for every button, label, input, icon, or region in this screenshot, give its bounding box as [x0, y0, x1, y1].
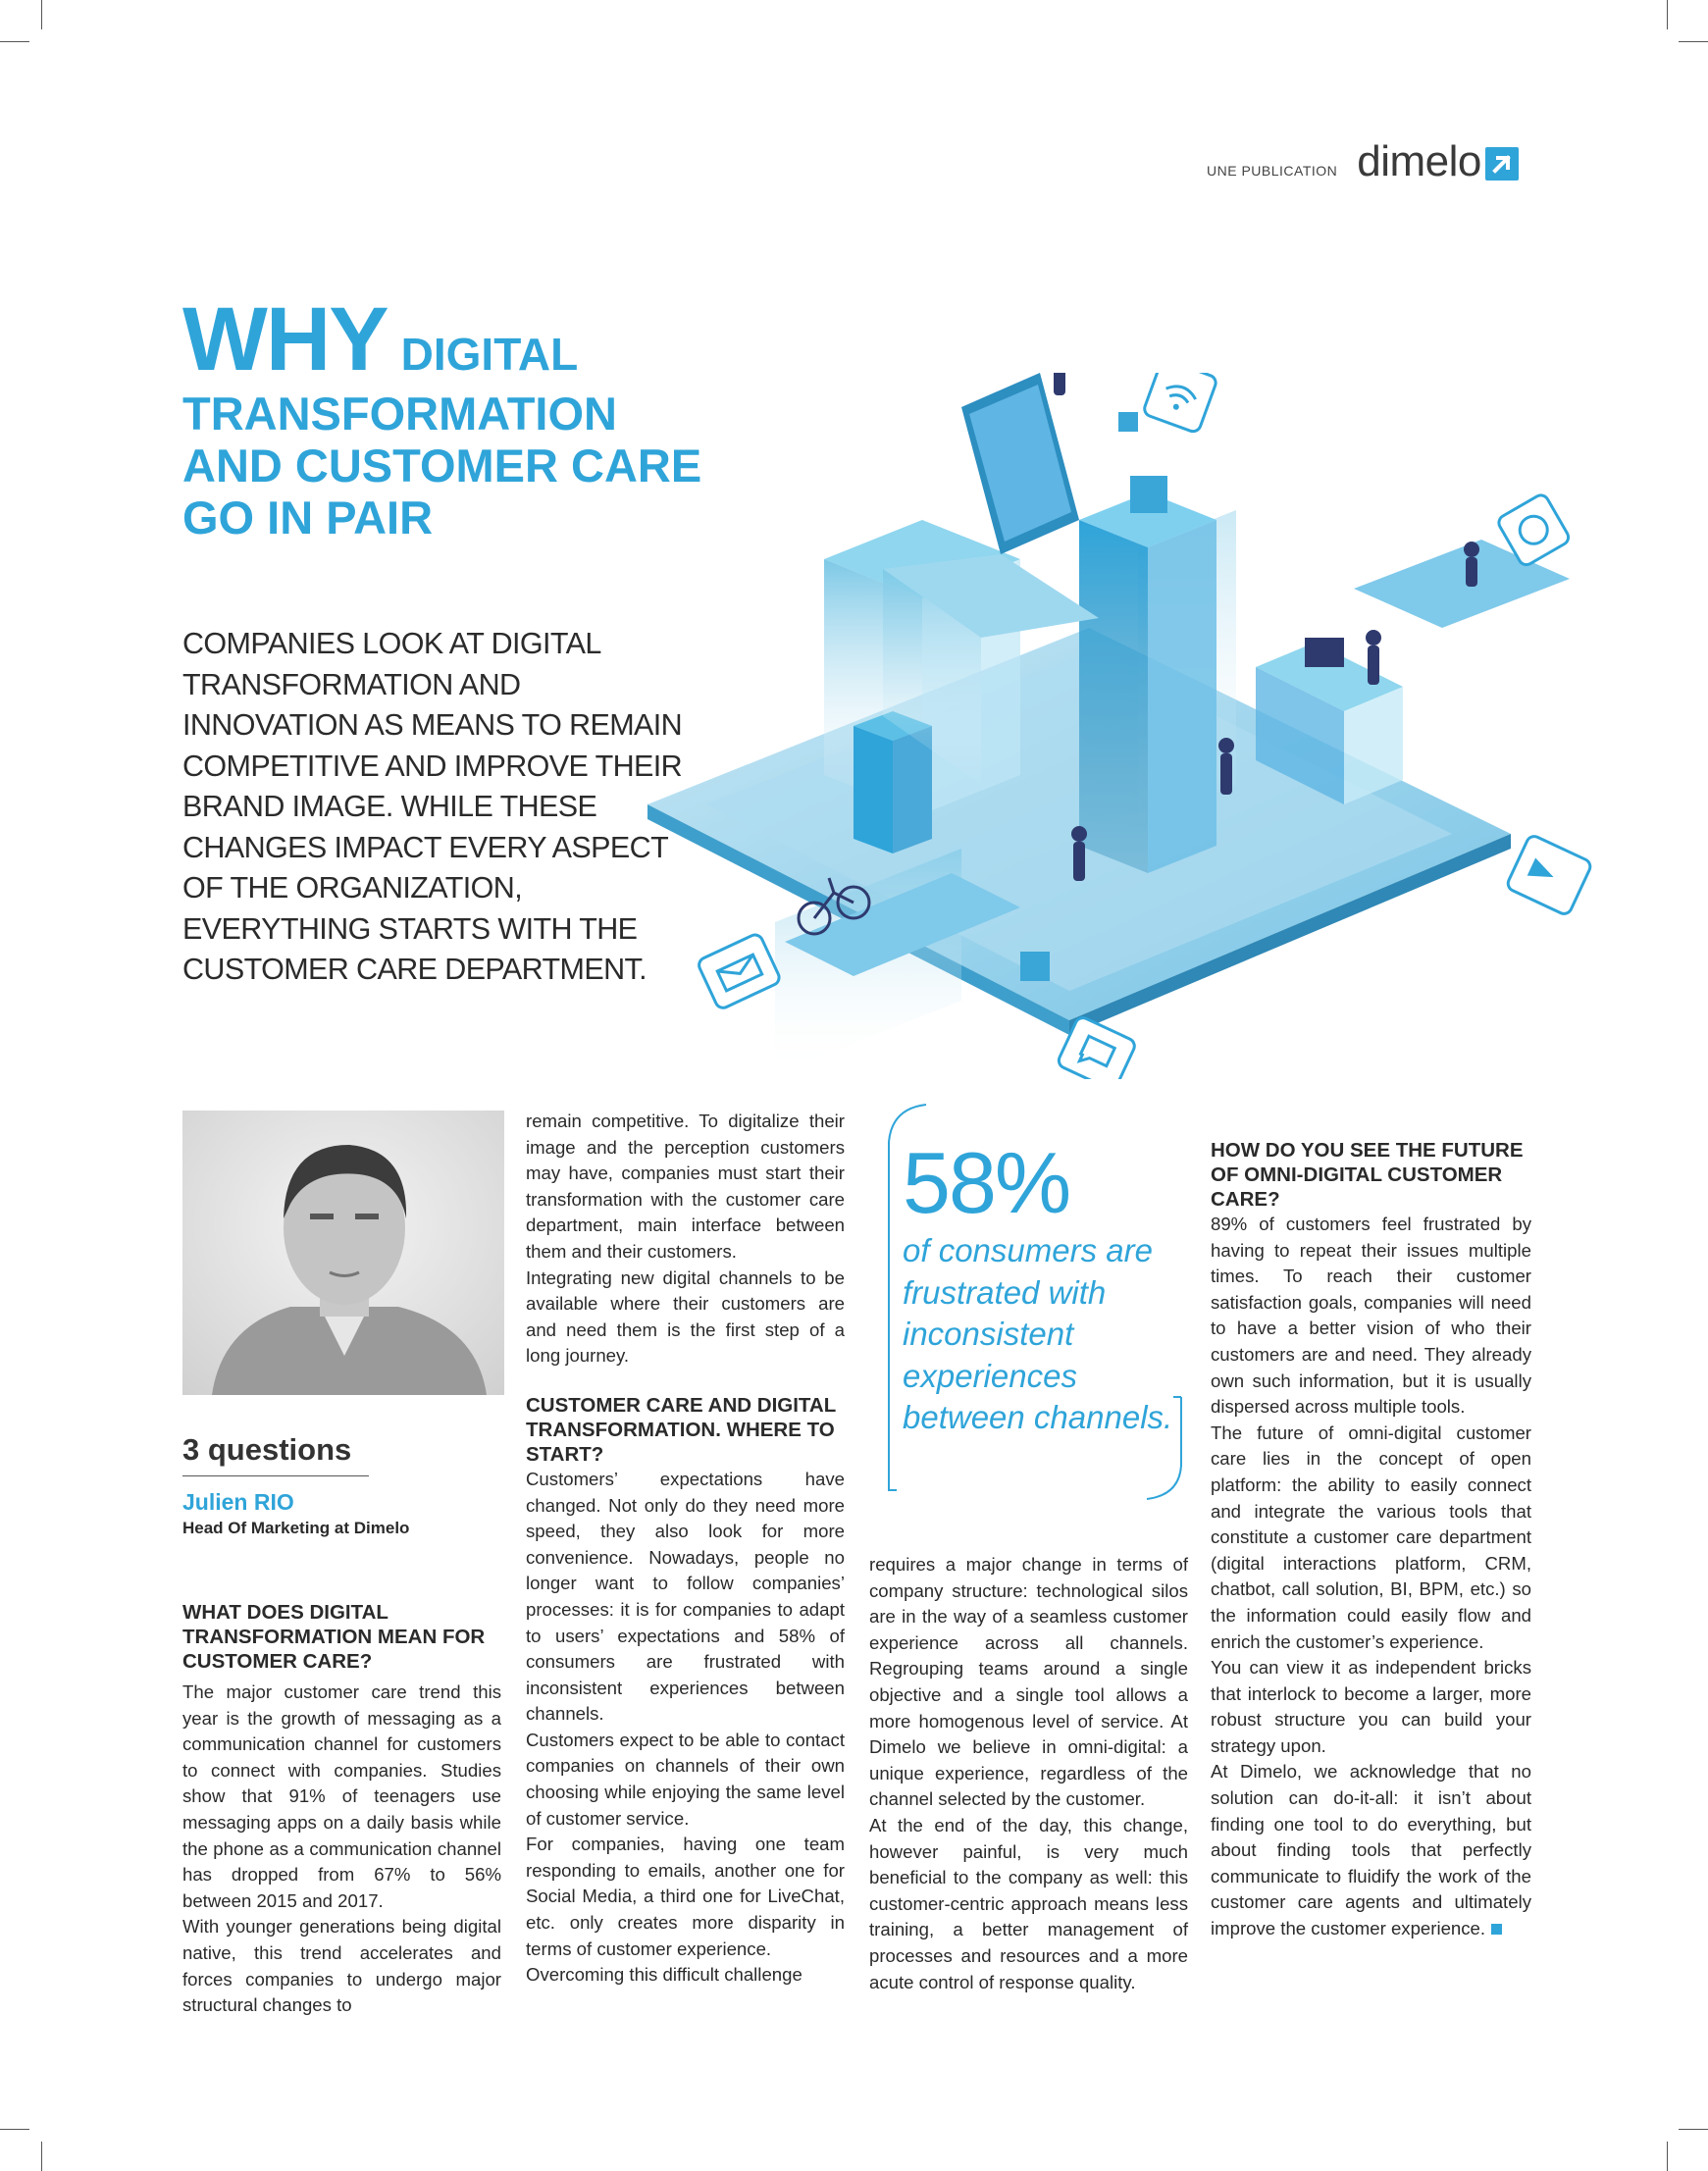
title-why: WHY [182, 289, 388, 389]
body-paragraph: The future of omni-digital customer care lies in the concept of open platform: the ability to easily connect and integrate the various tools that constitute a customer care department (digital interactions platform, CRM, chatbot, call solution, BI, BPM, etc.) so the information could easily flow and enrich the customer’s experience. [1211, 1421, 1531, 1652]
title-digital: DIGITAL [400, 329, 579, 380]
column-1 [182, 1600, 501, 2019]
body-paragraph: 89% of customers feel frustrated by having to repeat their issues multiple times. To reach their customer satisfaction goals, companies will need to have a better vision of who their customers are and need. They already own such information, but it is usually dispersed across multiple tools. [1211, 1214, 1531, 1418]
body-paragraph: You can view it as independent bricks that interlock to become a larger, more robust structure you can build your strategy upon. [1211, 1657, 1531, 1756]
quote-text: of consumers are frustrated with inconsistent experiences between channels. [903, 1232, 1173, 1435]
body-paragraph: Customers expect to be able to contact companies on channels of their own choosing while enjoying the same level of customer service. [526, 1729, 845, 1829]
body-paragraph: The major customer care trend this year is the growth of messaging as a communication channel for customers to connect with companies. Studies show that 91% of teenagers use messaging apps on a daily basis while the phone as a communication channel has dropped from 67% to 56% between 2015 and 2017. [182, 1681, 501, 1911]
crop-mark [1679, 41, 1708, 42]
section-heading: 3 questions [182, 1432, 369, 1476]
isometric-illustration [628, 373, 1648, 1079]
arrow-up-right-icon [1485, 147, 1519, 181]
smiley-cube-icon [1130, 476, 1167, 513]
question-heading: HOW DO YOU SEE THE FUTURE OF OMNI-DIGITAL CUSTOMER CARE? [1211, 1139, 1524, 1211]
body-paragraph: requires a major change in terms of company structure: technological silos are in the way of a seamless customer experience across all channels. Regrouping teams around a single objective and a single tool allows a more homogenous level of service. At Dimelo we believe in omni-digital: a unique experience, regardless of the channel selected by the customer. [869, 1554, 1188, 1810]
crop-mark [1679, 2129, 1708, 2130]
end-mark-icon [1491, 1924, 1502, 1935]
publisher-brand [1207, 137, 1519, 186]
author-portrait [182, 1111, 504, 1395]
column-2 [526, 1109, 845, 1989]
crop-mark [41, 2142, 42, 2171]
body-paragraph: For companies, having one team responding to emails, another one for Social Media, a third one for LiveChat, etc. only creates more disparity in terms of customer experience. [526, 1834, 845, 1959]
body-paragraph: Overcoming this difficult challenge [526, 1964, 802, 1986]
send-icon [1506, 834, 1593, 916]
pull-quote [867, 1103, 1191, 1501]
quote-stat: 58% [903, 1134, 1070, 1231]
column-4 [1211, 1138, 1531, 1942]
crop-mark [0, 2129, 29, 2130]
title-line: AND CUSTOMER CARE [182, 439, 702, 491]
crop-mark [1667, 2142, 1668, 2171]
article-title [182, 289, 702, 543]
question-heading: WHAT DOES DIGITAL TRANSFORMATION MEAN FOR CUSTOMER CARE? [182, 1601, 486, 1673]
author-role: Head Of Marketing at Dimelo [182, 1519, 410, 1537]
question-heading: CUSTOMER CARE AND DIGITAL TRANSFORMATION. WHERE TO START? [526, 1393, 836, 1466]
body-paragraph: remain competitive. To digitalize their image and the perception customers may have, companies must start their transformation with the customer care department, main interface between them and their customers. [526, 1111, 845, 1262]
wifi-icon [1142, 373, 1217, 434]
crop-mark [41, 0, 42, 29]
brand-logo: dimelo [1357, 137, 1481, 185]
body-paragraph: At the end of the day, this change, however painful, is very much beneficial to the company as well: this customer-centric approach means less training, a better management of processes and resources and a more acute control of response quality. [869, 1814, 1188, 1992]
brand-prefix: UNE PUBLICATION [1207, 163, 1338, 179]
author-name: Julien RIO [182, 1489, 294, 1515]
central-tower [1079, 476, 1216, 873]
body-paragraph: At Dimelo, we acknowledge that no solution can do-it-all: it isn’t about finding one tool to do everything, but about finding tools that perfectly communicate to fluidify the work of the customer care agents and ultimately improve the customer experience. [1211, 1761, 1531, 1939]
body-paragraph: Customers’ expectations have changed. Not only do they need more speed, they also look for more convenience. Nowadays, people no longer want to follow companies’ processes: it is for companies to adapt to users’ expectations and 58% of consumers are frustrated with inconsistent experiences between channels. [526, 1468, 845, 1725]
body-paragraph: Integrating new digital channels to be available where their customers are and need them is the first step of a long journey. [526, 1266, 845, 1367]
column-3 [869, 1552, 1188, 1995]
envelope-icon [697, 932, 782, 1009]
body-paragraph: With younger generations being digital native, this trend accelerates and forces companies to undergo major structural changes to [182, 1916, 501, 2016]
intro-paragraph: COMPANIES LOOK AT DIGITAL TRANSFORMATION AND INNOVATION AS MEANS TO REMAIN COMPETITIVE AND IMPROVE THEIR BRAND IMAGE. WHILE THESE CHANGES IMPACT EVERY ASPECT OF THE ORGANIZATION, EVERYTHING STARTS WITH THE CUSTOMER CARE DEPARTMENT. [182, 627, 683, 986]
title-line: TRANSFORMATION [182, 388, 617, 439]
title-line: GO IN PAIR [182, 491, 434, 543]
crop-mark [1667, 0, 1668, 29]
crop-mark [0, 41, 29, 42]
